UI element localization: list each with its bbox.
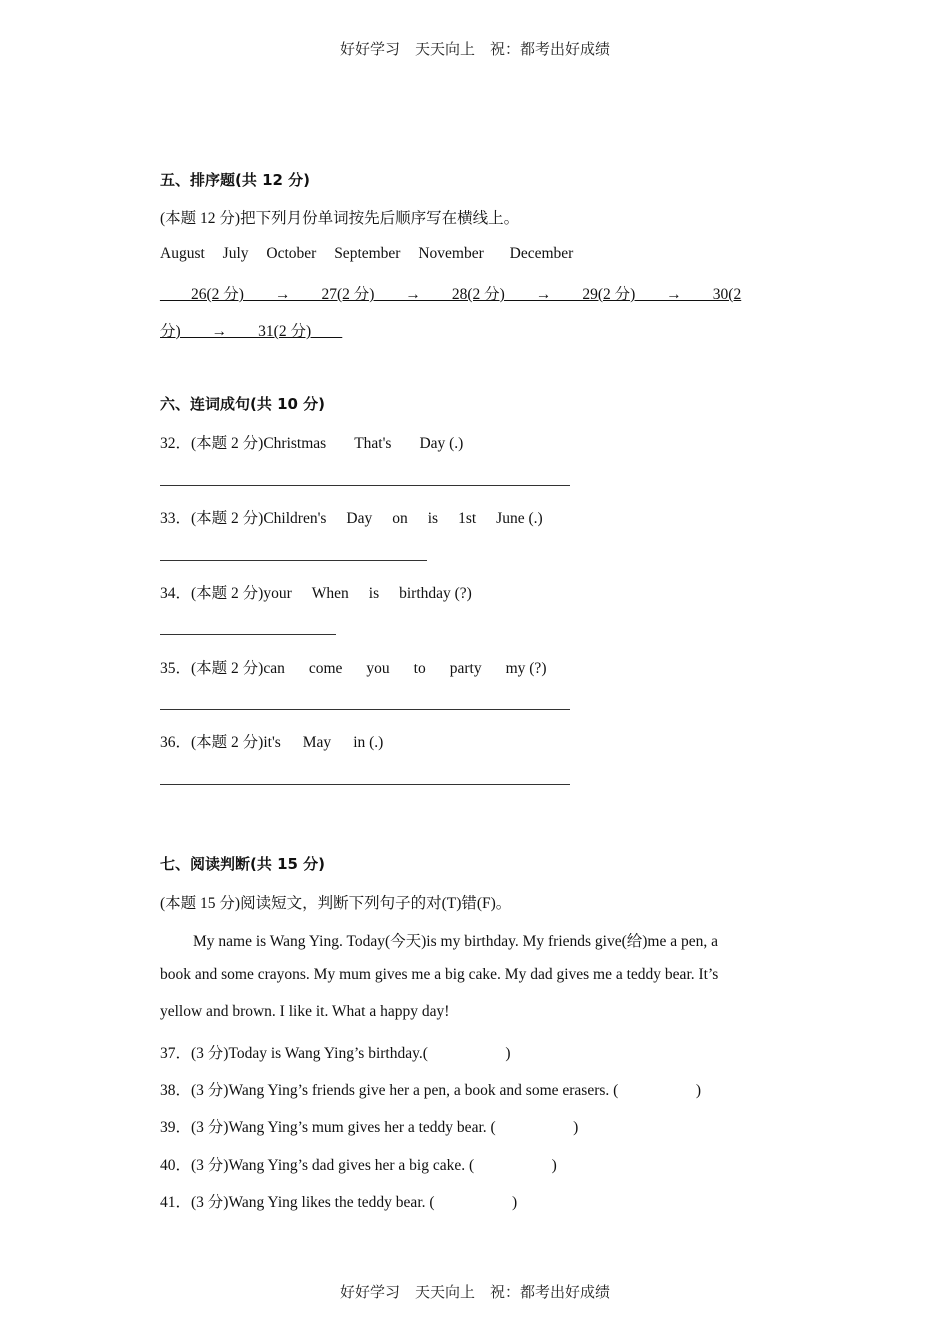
question-prefix: 34．(本题 2 分) xyxy=(160,585,264,602)
question-37[interactable]: 37．(3 分)Today is Wang Ying’s birthday.( ) xyxy=(160,1045,511,1062)
word: your xyxy=(263,585,292,602)
answer-line-35[interactable] xyxy=(160,709,570,710)
word: Day xyxy=(346,510,373,527)
question-41[interactable]: 41．(3 分)Wang Ying likes the teddy bear. ( ) xyxy=(160,1194,518,1211)
word: Christmas xyxy=(263,435,327,452)
question-prefix: 36．(本题 2 分) xyxy=(160,734,264,751)
answer-line-33[interactable] xyxy=(160,560,427,561)
question-34 xyxy=(160,581,500,603)
section-7-instruction: (本题 15 分)阅读短文，判断下列句子的对(T)错(F)。 xyxy=(160,895,512,912)
question-prefix: 35．(本题 2 分) xyxy=(160,660,264,677)
word: Children's xyxy=(263,510,327,527)
month-word: November xyxy=(418,245,484,262)
question-39[interactable]: 39．(3 分)Wang Ying’s mum gives her a teddy bear. ( ) xyxy=(160,1119,579,1136)
word: May xyxy=(302,734,332,751)
word: it's xyxy=(263,734,281,751)
answer-line-34[interactable] xyxy=(160,634,336,635)
ordering-blanks-line-2[interactable]: 分)____→____31(2 分)____ xyxy=(160,323,343,340)
question-36 xyxy=(160,730,411,752)
passage-line-1: My name is Wang Ying. Today(今天)is my birthday. My friends give(给)me a pen, a xyxy=(193,933,719,950)
word: come xyxy=(308,660,343,677)
answer-line-32[interactable] xyxy=(160,485,570,486)
word: birthday (?) xyxy=(399,585,472,602)
answer-line-36[interactable] xyxy=(160,784,570,785)
question-38[interactable]: 38．(3 分)Wang Ying’s friends give her a pen, a book and some erasers. ( ) xyxy=(160,1082,701,1099)
question-40[interactable]: 40．(3 分)Wang Ying’s dad gives her a big cake. ( ) xyxy=(160,1157,557,1174)
passage-line-2: book and some crayons. My mum gives me a big cake. My dad gives me a teddy bear. It’s xyxy=(160,966,719,983)
passage-line-3: yellow and brown. I like it. What a happy day! xyxy=(160,1003,450,1020)
word: in (.) xyxy=(353,734,384,751)
section-5-instruction: (本题 12 分)把下列月份单词按先后顺序写在横线上。 xyxy=(160,210,520,227)
month-word: September xyxy=(334,245,401,262)
word: When xyxy=(311,585,349,602)
question-32 xyxy=(160,431,491,453)
word: can xyxy=(263,660,285,677)
word: you xyxy=(366,660,390,677)
word: is xyxy=(427,510,439,527)
section-6-title: 六、连词成句(共 10 分) xyxy=(160,395,326,413)
word: to xyxy=(413,660,426,677)
question-35 xyxy=(160,656,574,678)
month-word: October xyxy=(266,245,317,262)
month-word: December xyxy=(509,245,574,262)
page-header: 好好学习 天天向上 祝：都考出好成绩 xyxy=(339,40,610,58)
word: That's xyxy=(354,435,392,452)
month-word: August xyxy=(160,245,205,262)
word: on xyxy=(392,510,408,527)
question-33 xyxy=(160,506,571,528)
page-footer: 好好学习 天天向上 祝：都考出好成绩 xyxy=(339,1283,610,1301)
word: June (.) xyxy=(496,510,543,527)
ordering-blanks-line-1[interactable]: ____26(2 分)____→____27(2 分)____→____28(2 分)____→____29(2 分)____→____30(2 xyxy=(160,286,742,303)
word: my (?) xyxy=(505,660,547,677)
question-prefix: 32．(本题 2 分) xyxy=(160,435,264,452)
word: party xyxy=(449,660,482,677)
word: Day (.) xyxy=(419,435,464,452)
question-prefix: 33．(本题 2 分) xyxy=(160,510,264,527)
word: 1st xyxy=(458,510,477,527)
section-7-title: 七、阅读判断(共 15 分) xyxy=(160,855,326,873)
word: is xyxy=(368,585,380,602)
month-word-list xyxy=(160,245,587,263)
section-5-title: 五、排序题(共 12 分) xyxy=(160,171,311,189)
month-word: July xyxy=(222,245,249,262)
